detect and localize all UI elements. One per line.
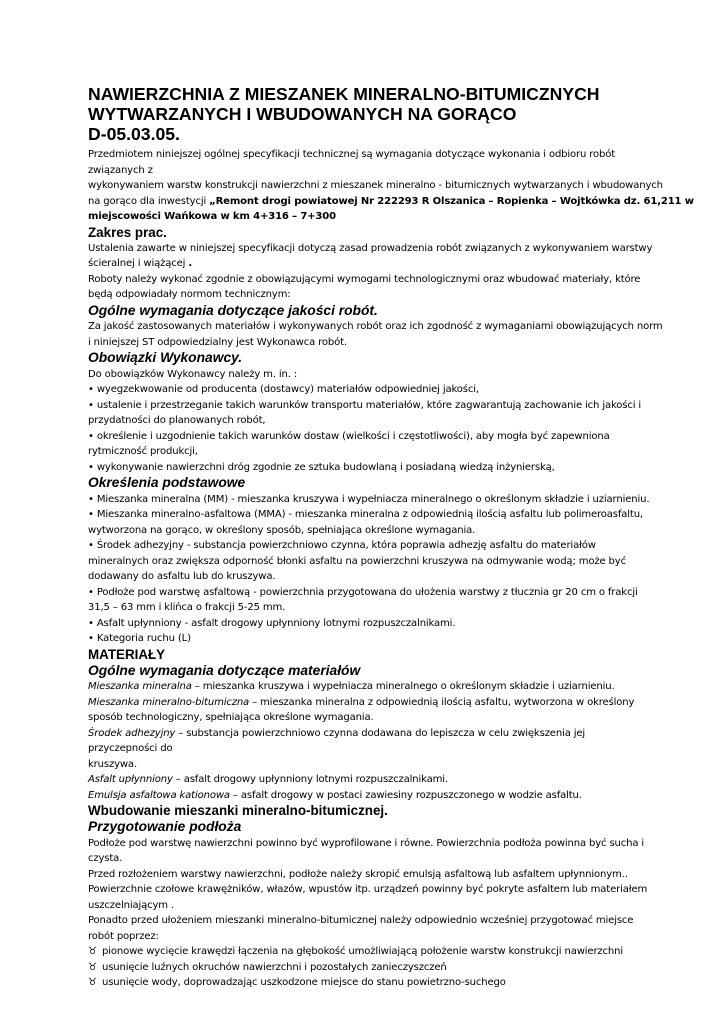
document-title (88, 84, 640, 144)
text-line: związanych z (88, 164, 153, 176)
section-subheading: Ogólne wymagania dotyczące materiałów (88, 662, 361, 678)
bullet-icon: • (88, 509, 94, 520)
bullet-icon: • (88, 586, 94, 598)
list-item-text: ustalenie i przestrzeganie takich warunków transportu materiałów, które zagwarantują zachowanie ich jakości i (96, 399, 642, 411)
section-ogolne-wymagania (88, 302, 663, 351)
list-item (88, 382, 640, 398)
bullet-icon: • (88, 633, 94, 644)
list-item-text: usunięcie luźnych okruchów nawierzchni i pozostałych zanieczyszczeń (102, 961, 447, 973)
list-item (88, 429, 640, 445)
definition-line (88, 726, 640, 742)
definition-line (88, 788, 640, 804)
list-item (88, 492, 650, 508)
list-item-text: pionowe wycięcie krawędzi łączenia na głębokość umożliwiającą położenie warstw konstrukcji nawierzchni (102, 946, 624, 957)
definition-text: – asfalt drogowy upłynniony lotnymi rozpuszczalnikami. (172, 774, 448, 785)
title-line: D-05.03.05. (88, 124, 180, 144)
intro-paragraph (88, 147, 694, 225)
section-wbudowanie (88, 803, 648, 991)
text-line: 31,5 – 63 mm i klińca o frakcji 5-25 mm. (88, 602, 286, 613)
list-item-text: Mieszanka mineralna (MM) - mieszanka kruszywa i wypełniacza mineralnego o określonym składzie i uziarnieniu. (96, 493, 650, 505)
text-line: wytworzona na gorąco, w określony sposób, spełniająca określone wymagania. (88, 524, 476, 536)
bullet-icon: • (88, 461, 94, 473)
section-materialy (88, 647, 640, 804)
list-item-text: Asfalt upłynniony - asfalt drogowy upłynniony lotnymi rozpuszczalnikami. (96, 617, 456, 629)
section-subheading: Przygotowanie podłoża (88, 819, 242, 834)
definition-text: – asfalt drogowy w postaci zawiesiny rozpuszczonego w wodzie asfaltu. (229, 789, 582, 801)
list-item-text: Kategoria ruchu (L) (96, 633, 191, 644)
bullet-icon: • (88, 493, 94, 505)
list-item-text: Podłoże pod warstwę asfaltową - powierzchnia przygotowana do ułożenia warstwy z tłucznia gr 20 cm o frakcji (96, 586, 638, 598)
taurus-bullet-icon: ♉ (88, 961, 97, 973)
definition-text: – mieszanka kruszywa i wypełniacza mineralnego o określonym składzie i uziarnieniu. (191, 681, 615, 692)
investment-location: miejscowości Wańkowa w km 4+316 – 7+300 (88, 211, 336, 222)
text-line: Za jakość zastosowanych materiałów i wykonywanych robót oraz ich zgodność z wymaganiami obowiązujących norm (88, 321, 663, 332)
text-line: kruszywa. (88, 758, 137, 770)
section-zakres (88, 224, 653, 303)
title-line: WYTWARZANYCH I WBUDOWANYCH NA GORĄCO (88, 104, 517, 124)
text-line (88, 256, 640, 272)
text-line: uszczelniającym . (88, 899, 175, 911)
list-item-text: wykonywanie nawierzchni dróg zgodnie ze sztuka budowlaną i posiadaną wiedzą inżynierską, (96, 461, 555, 473)
bullet-icon: • (88, 617, 94, 629)
text-line: będą odpowiadały normom technicznym: (88, 289, 291, 300)
list-item-text: usunięcie wody, doprowadzając uszkodzone miejsce do stanu powietrzno-suchego (102, 977, 506, 988)
section-heading: Ogólne wymagania dotyczące jakości robót. (88, 302, 378, 318)
text-line: Roboty należy wykonać zgodnie z obowiązującymi wymogami technologicznymi oraz wbudować materiały, które (88, 273, 641, 285)
section-obowiazki (88, 350, 640, 475)
text-line: sposób technologiczny, spełniająca określone wymagania. (88, 712, 374, 723)
definition-term: Środek adhezyjny (88, 727, 176, 739)
taurus-bullet-icon: ♉ (88, 977, 97, 988)
section-heading: Określenia podstawowe (88, 475, 246, 490)
definition-text: – substancja powierzchniowo czynna dodawana do lepiszcza w celu zwiększenia jej (175, 727, 586, 739)
definition-term: Mieszanka mineralna (88, 681, 192, 692)
text-line: wykonywaniem warstw konstrukcji nawierzchni z mieszanek mineralno - bitumicznych wytwarzanych i wbudowanych (88, 180, 663, 191)
definition-line (88, 679, 640, 695)
bullet-icon: • (88, 384, 94, 395)
text-line: mineralnych oraz zwiększa odporność błonki asfaltu na powierzchni kruszywa na odmywanie wodą; może być (88, 555, 626, 567)
text-span: ścieralnej i wiążącej (88, 258, 189, 269)
text-line: Przedmiotem niniejszej ogólnej specyfikacji technicznej są wymagania dotyczące wykonania i odbioru robót (88, 149, 616, 160)
investment-name: „Remont drogi powiatowej Nr 222293 R Olszanica – Ropienka – Wojtkówka dz. 61,211 w (209, 195, 694, 207)
bullet-icon: • (88, 399, 94, 411)
definition-line (88, 772, 640, 788)
text-line: rytmiczność produkcji, (88, 446, 198, 457)
title-line: NAWIERZCHNIA Z MIESZANEK MINERALNO-BITUMICZNYCH (88, 84, 600, 104)
text-line: przyczepności do (88, 743, 173, 754)
list-item (88, 507, 643, 523)
text-line: Do obowiązków Wykonawcy należy m. in. : (88, 368, 298, 380)
section-heading: Zakres prac. (88, 224, 167, 240)
section-heading: Wbudowanie mieszanki mineralno-bitumicznej. (88, 803, 388, 818)
list-item (88, 631, 640, 647)
list-item (88, 585, 640, 601)
text-span: na gorąco dla inwestycji (88, 195, 210, 207)
document-content (88, 84, 694, 991)
list-item (88, 460, 640, 476)
section-okreslenia (88, 475, 650, 647)
definition-line (88, 695, 640, 711)
definition-text: – mieszanka mineralna z odpowiednią ilością asfaltu, wytworzona w określony (249, 696, 635, 708)
text-line: robót poprzez: (88, 930, 159, 942)
taurus-bullet-icon: ♉ (88, 946, 97, 957)
list-item (88, 538, 640, 554)
list-item-text: określenie i uzgodnienie takich warunków dostaw (wielkości i częstotliwości), aby mogła być zapewniona (96, 430, 610, 442)
text-line (88, 194, 694, 210)
text-line: Powierzchnie czołowe krawężników, włazów, wpustów itp. urządzeń powinny być pokryte asfaltem lub materiałem (88, 884, 648, 895)
text-line: i niniejszej ST odpowiedzialny jest Wykonawca robót. (88, 336, 347, 348)
list-item-text: wyegzekwowanie od producenta (dostawcy) materiałów odpowiedniej jakości, (96, 384, 479, 395)
text-line: Przed rozłożeniem warstwy nawierzchni, podłoże należy skropić emulsją asfaltową lub asfaltem upłynnionym.. (88, 868, 628, 880)
text-line: Podłoże pod warstwę nawierzchni powinno być wyprofilowane i równe. Powierzchnia podłoża powinna być sucha i (88, 837, 645, 849)
bullet-icon: • (88, 540, 94, 551)
list-item (88, 616, 640, 632)
list-item (88, 960, 640, 976)
definition-term: Asfalt upłynniony (88, 774, 173, 785)
text-span: . (188, 258, 192, 269)
list-item (88, 944, 640, 960)
section-heading: Obowiązki Wykonawcy. (88, 350, 243, 365)
section-heading: MATERIAŁY (88, 646, 166, 662)
list-item-text: Mieszanka mineralno-asfaltowa (MMA) - mieszanka mineralna z odpowiednią ilością asfaltu lub polimeroasfaltu, (96, 509, 643, 520)
list-item-text: Środek adhezyjny - substancja powierzchniowo czynna, która poprawia adhezję asfaltu do materiałów (96, 540, 596, 551)
list-item (88, 398, 640, 414)
text-line: Ponadto przed ułożeniem mieszanki mineralno-bitumicznej należy odpowiednio wcześniej przygotować miejsce (88, 915, 634, 926)
list-item (88, 975, 640, 991)
bullet-icon: • (88, 430, 94, 442)
text-line: czysta. (88, 853, 123, 864)
definition-term: Emulsja asfaltowa kationowa (88, 789, 230, 801)
text-line: przydatności do planowanych robót, (88, 415, 266, 426)
definition-term: Mieszanka mineralno-bitumiczna (88, 696, 250, 708)
text-line: Ustalenia zawarte w niniejszej specyfikacji dotyczą zasad prowadzenia robót związanych z wykonywaniem warstwy (88, 242, 653, 254)
text-line: dodawany do asfaltu lub do kruszywa. (88, 571, 276, 582)
